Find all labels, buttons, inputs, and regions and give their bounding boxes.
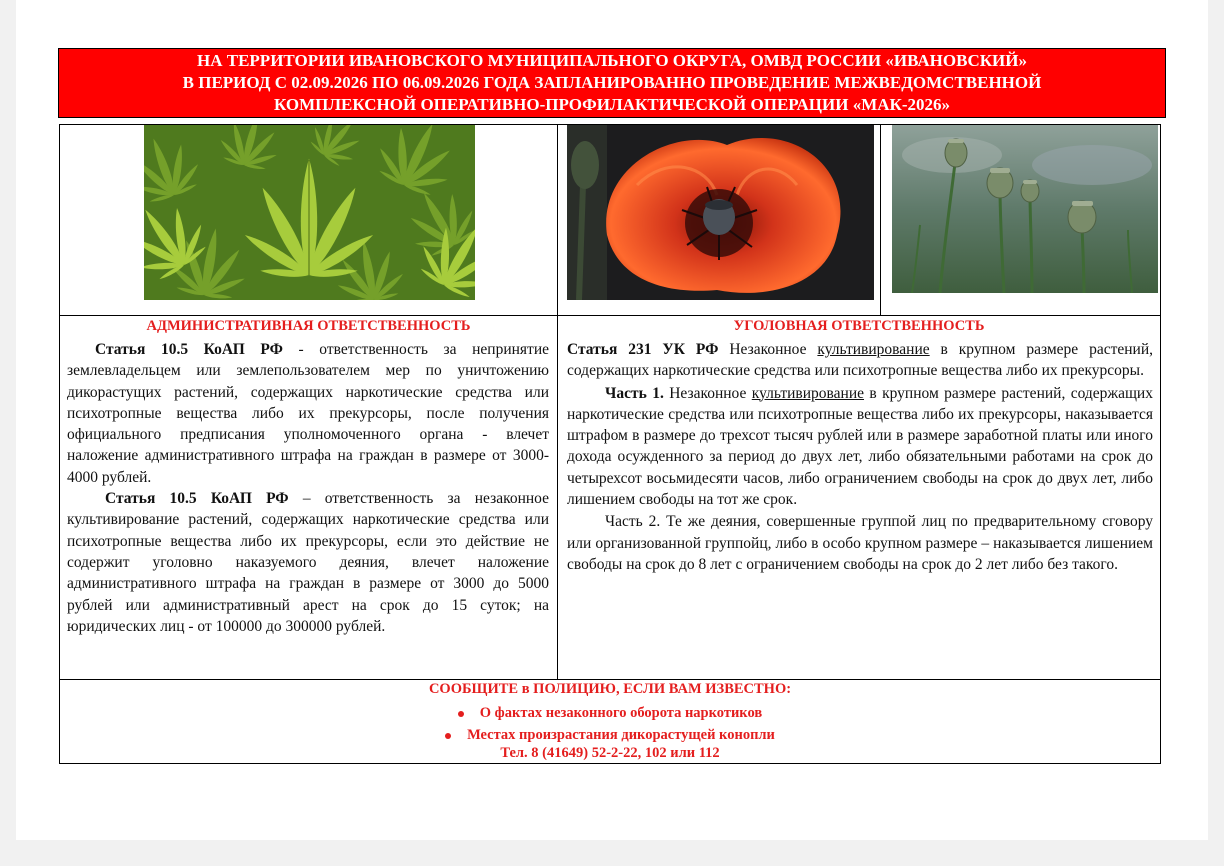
cannabis-leaves-photo bbox=[144, 125, 475, 300]
criminal-paragraph-2 bbox=[567, 383, 1153, 511]
criminal-paragraph-1 bbox=[567, 339, 1153, 382]
footer-item-text: О фактах незаконного оборота наркотиков bbox=[479, 705, 763, 721]
banner-line-3: КОМПЛЕКСНОЙ ОПЕРАТИВНО-ПРОФИЛАКТИЧЕСКОЙ ОПЕРАЦИИ «МАК-2026» bbox=[273, 95, 951, 114]
article-text: - ответственность за непринятие землевладельцем или землепользователем мер по уничтожению дикорастущих растений, содержащих наркотические средства или психотропные вещества либо их прекурсоры, после получения официального предписания уполномоченного органа - влечет наложение административного штрафа на граждан в размере от 3000-4000 рублей. bbox=[67, 341, 550, 486]
bullet-icon bbox=[445, 733, 451, 739]
column-divider bbox=[557, 125, 558, 679]
part-title: Часть 1. bbox=[605, 384, 664, 402]
document-page bbox=[16, 0, 1208, 840]
underlined-term: культивирование bbox=[751, 384, 865, 402]
footer-item-text: Местах произрастания дикорастущей конопли bbox=[467, 727, 775, 743]
admin-liability-text bbox=[67, 339, 549, 637]
banner-line-1: НА ТЕРРИТОРИИ ИВАНОВСКОГО МУНИЦИПАЛЬНОГО ОКРУГА, ОМВД РОССИИ «ИВАНОВСКИЙ» bbox=[197, 51, 1027, 70]
article-title: Статья 231 УК РФ bbox=[567, 341, 719, 358]
admin-liability-heading: АДМИНИСТРАТИВНАЯ ОТВЕТСТВЕННОСТЬ bbox=[146, 318, 471, 334]
poppy-seed-pods-photo bbox=[892, 125, 1158, 293]
criminal-paragraph-3: Часть 2. Те же деяния, совершенные группой лиц по предварительному сговору или организованной группойц, либо в особо крупном размере – наказывается лишением свободы на срок до 8 лет с ограничением свободы на срок до 2 лет либо без такого. bbox=[567, 513, 1153, 573]
photo-row-divider bbox=[60, 315, 1160, 316]
footer-title: СООБЩИТЕ в ПОЛИЦИЮ, ЕСЛИ ВАМ ИЗВЕСТНО: bbox=[428, 681, 792, 697]
footer-divider bbox=[60, 679, 1160, 680]
title-banner bbox=[58, 48, 1166, 118]
article-text: – ответственность за незаконное культивирование растений, содержащих наркотические средства или психотропные вещества либо их прекурсоры, если это действие не содержит уголовно наказуемого деяния, влечет наложение административного штрафа на граждан в размере от 3000 до 5000 рублей или административный арест на срок до 15 суток; на юридических лиц - от 100000 до 300000 рублей. bbox=[67, 490, 549, 635]
criminal-liability-heading: УГОЛОВНАЯ ОТВЕТСТВЕННОСТЬ bbox=[733, 318, 985, 334]
banner-line-2: В ПЕРИОД С 02.09.2026 ПО 06.09.2026 ГОДА ЗАПЛАНИРОВАННО ПРОВЕДЕНИЕ МЕЖВЕДОМСТВЕННОЙ bbox=[182, 73, 1042, 92]
admin-paragraph-1 bbox=[67, 339, 549, 488]
info-table bbox=[59, 124, 1161, 764]
underlined-term: культивирование bbox=[817, 341, 930, 358]
article-text: в крупном размере растений, содержащих наркотические средства или психотропные вещества либо их прекурсоры. bbox=[567, 341, 1154, 380]
admin-paragraph-2 bbox=[67, 488, 549, 637]
article-title: Статья 10.5 КоАП РФ bbox=[95, 341, 283, 358]
article-title: Статья 10.5 КоАП РФ bbox=[105, 490, 289, 508]
bullet-icon bbox=[458, 711, 464, 717]
footer-item-2 bbox=[60, 727, 1160, 744]
photo-divider bbox=[880, 125, 881, 315]
red-poppy-flower-photo bbox=[567, 125, 874, 300]
article-text: Незаконное bbox=[718, 341, 818, 358]
footer-item-1 bbox=[60, 705, 1160, 722]
article-text: в крупном размере растений, содержащих наркотические средства или психотропные вещества либо их прекурсоры, наказывается штрафом в размере до трехсот тысяч рублей или в размере заработной платы или иного дохода осужденного за период до двух лет, либо обязательными работами на срок до четырехсот восьмидесяти часов, либо ограничением свободы на срок до двух лет, либо лишением свободы на тот же срок. bbox=[567, 384, 1153, 509]
criminal-liability-text bbox=[567, 339, 1153, 575]
article-text: Незаконное bbox=[663, 384, 752, 402]
footer-phone: Тел. 8 (41649) 52-2-22, 102 или 112 bbox=[500, 745, 720, 761]
